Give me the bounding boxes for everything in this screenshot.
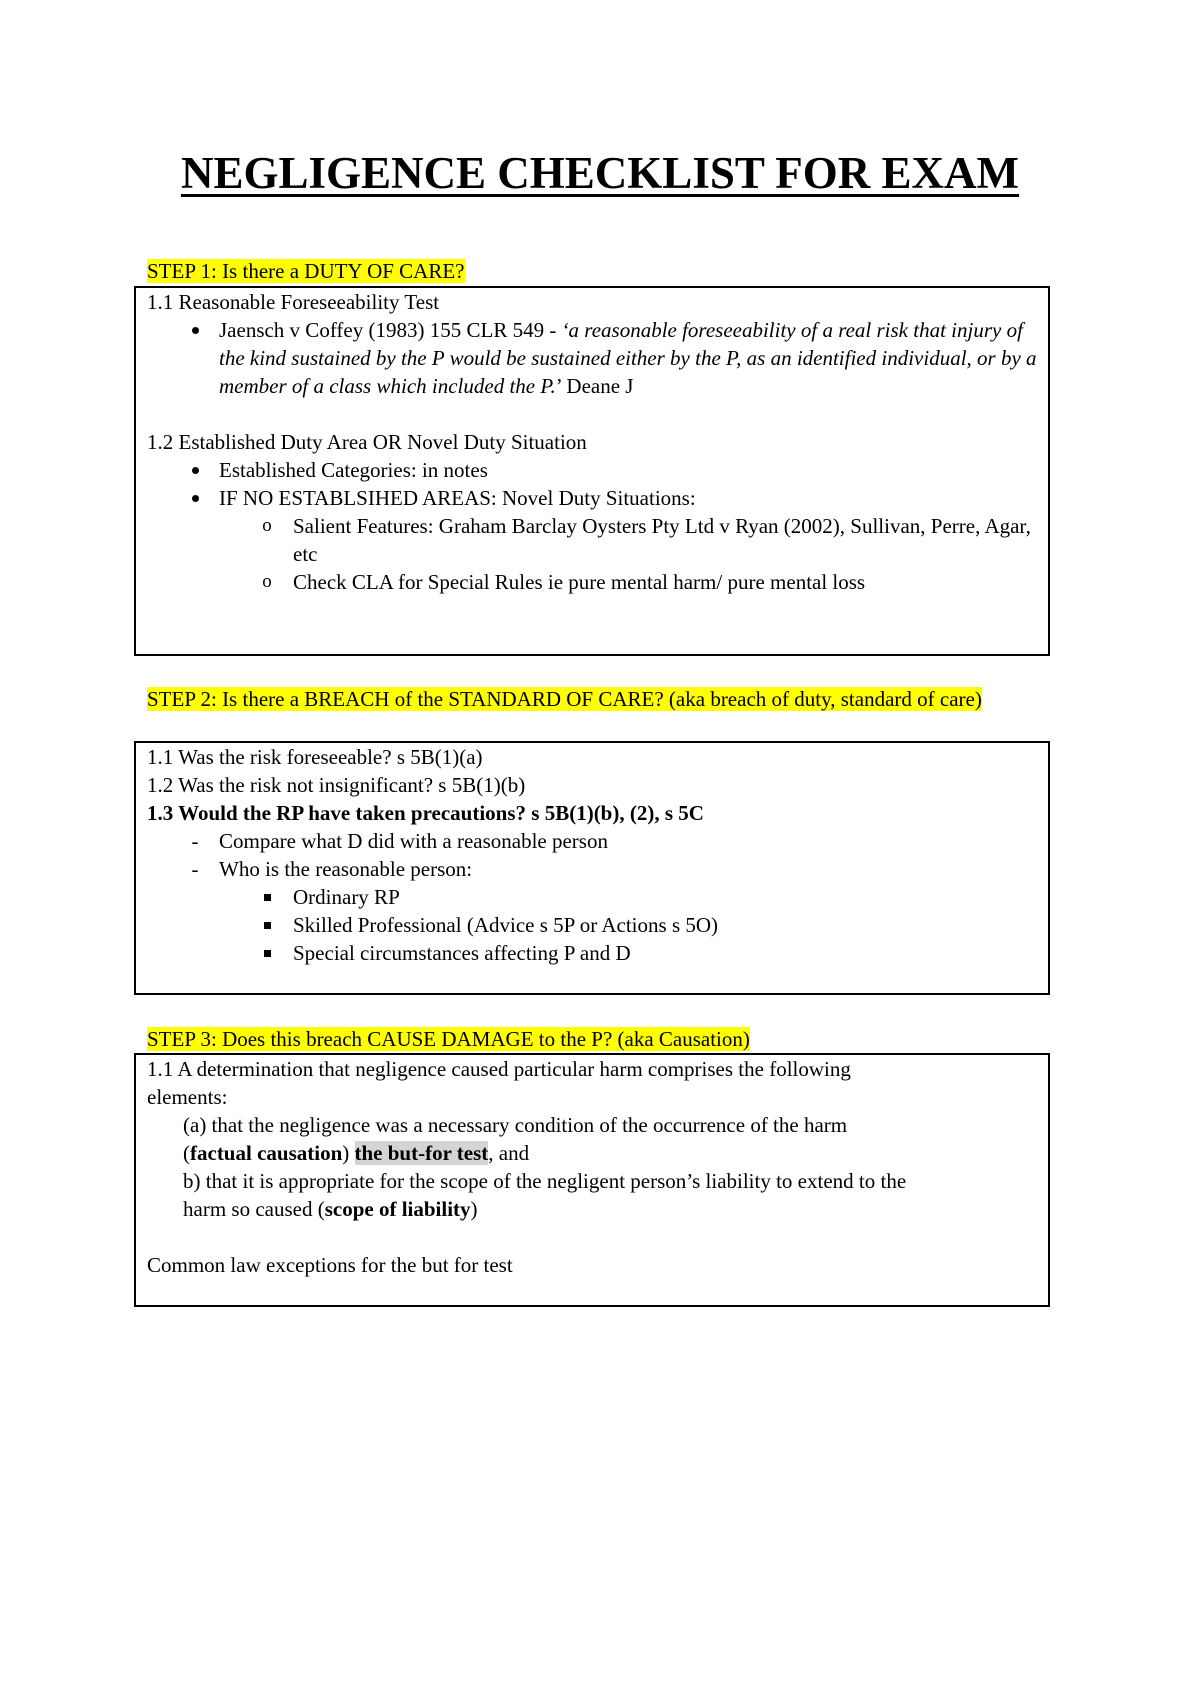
- list-item-salient: o Salient Features: Graham Barclay Oysters Pty Ltd v Ryan (2002), Sullivan, Perre, Agar, etc: [147, 512, 1038, 568]
- square-bullet-icon: [257, 939, 277, 967]
- page-title: NEGLIGENCE CHECKLIST FOR EXAM: [180, 148, 1020, 198]
- list-item-compare: - Compare what D did with a reasonable person: [147, 827, 1038, 855]
- list-item-established: Established Categories: in notes: [147, 456, 1038, 484]
- step2-item-1-3: 1.3 Would the RP have taken precautions? s 5B(1)(b), (2), s 5C: [147, 801, 704, 825]
- square-bullet-icon: [257, 911, 277, 939]
- section-1-2-label: 1.2 Established Duty Area OR Novel Duty Situation: [147, 430, 587, 454]
- list-item-jaensch: Jaensch v Coffey (1983) 155 CLR 549 - ‘a reasonable foreseeability of a real risk that injury of the kind sustained by the P would be sustained either by the P, as an identified individual, or by a member of a class which included the P.’ Deane J: [147, 316, 1038, 400]
- step3-item-1-1-line1: 1.1 A determination that negligence caused particular harm comprises the following: [147, 1057, 851, 1081]
- step2-box: [134, 741, 1050, 995]
- element-a-line2: (factual causation) the but-for test, and: [183, 1141, 530, 1165]
- element-b-line2: harm so caused (scope of liability): [183, 1197, 478, 1221]
- element-a-line1: (a) that the negligence was a necessary condition of the occurrence of the harm: [183, 1113, 848, 1137]
- dash-icon: -: [191, 829, 199, 853]
- scope-of-liability-term: scope of liability: [324, 1197, 471, 1221]
- step2-heading: STEP 2: Is there a BREACH of the STANDARD OF CARE? (aka breach of duty, standard of care): [147, 687, 982, 711]
- step1-heading: STEP 1: Is there a DUTY OF CARE?: [147, 259, 465, 283]
- list-item-skilled: Skilled Professional (Advice s 5P or Actions s 5O): [147, 911, 1038, 939]
- step2-item-1-1: 1.1 Was the risk foreseeable? s 5B(1)(a): [147, 745, 483, 769]
- step3-item-1-1-line2: elements:: [147, 1085, 228, 1109]
- step3-box: [134, 1053, 1050, 1307]
- step2-item-1-2: 1.2 Was the risk not insignificant? s 5B(1)(b): [147, 773, 526, 797]
- common-law-exceptions: Common law exceptions for the but for test: [147, 1253, 513, 1277]
- list-item-special: Special circumstances affecting P and D: [147, 939, 1038, 967]
- list-item-who: - Who is the reasonable person:: [147, 855, 1038, 883]
- step1-box: [134, 286, 1050, 656]
- bullet-icon: [185, 456, 205, 484]
- element-b-line1: b) that it is appropriate for the scope of the negligent person’s liability to extend to the: [183, 1169, 907, 1193]
- section-1-1-label: 1.1 Reasonable Foreseeability Test: [147, 290, 440, 314]
- but-for-test-term: the but-for test: [354, 1141, 489, 1165]
- list-item-ordinary: Ordinary RP: [147, 883, 1038, 911]
- factual-causation-term: factual causation: [190, 1141, 343, 1165]
- circle-bullet-icon: o: [262, 515, 272, 536]
- list-item-cla: o Check CLA for Special Rules ie pure mental harm/ pure mental loss: [147, 568, 1038, 596]
- dash-icon: -: [191, 857, 199, 881]
- bullet-icon: [185, 484, 205, 512]
- bullet-icon: [185, 316, 205, 344]
- square-bullet-icon: [257, 883, 277, 911]
- circle-bullet-icon: o: [262, 571, 272, 592]
- list-item-novel: IF NO ESTABLSIHED AREAS: Novel Duty Situations:: [147, 484, 1038, 512]
- step3-heading: STEP 3: Does this breach CAUSE DAMAGE to the P? (aka Causation): [147, 1027, 750, 1051]
